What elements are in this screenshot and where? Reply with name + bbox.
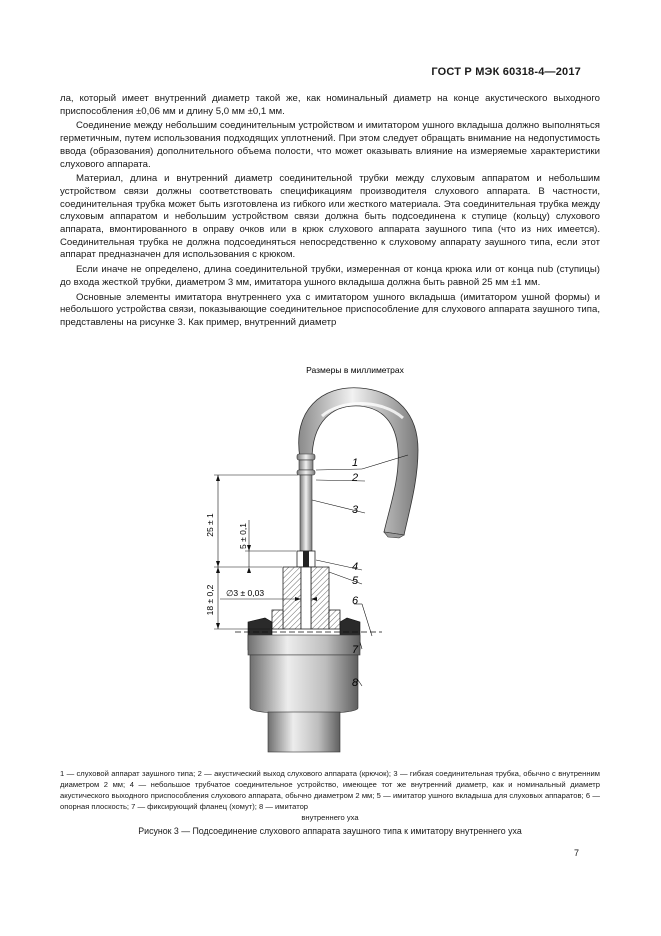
callout-labels [351, 457, 359, 689]
dim-insert-height: 18 ± 0,2 [205, 584, 215, 616]
callout-3: 3 [352, 504, 359, 516]
paragraph: Основные элементы имитатора внутреннего уха с имитатором ушного вкладыша (имитатором ушной формы) и небольшого устройства связи, показывающие соединительное приспособление для слухового аппарата заушного типа, представлены на рисунке 3. Как пример, внутренний диаметр [60, 291, 600, 328]
figure-legend [60, 768, 600, 823]
callout-4: 4 [352, 561, 359, 573]
callout-5: 5 [352, 575, 359, 587]
figure-title: Рисунок 3 — Подсоединение слухового аппарата заушного типа к имитатору внутреннего уха [138, 826, 522, 836]
dim-bore-diameter: ∅3 ± 0,03 [226, 588, 265, 598]
figure-3 [60, 360, 600, 760]
flexible-tube [300, 475, 312, 551]
hearing-aid-hook [299, 388, 418, 538]
hook-nub [297, 454, 315, 475]
callout-1: 1 [352, 457, 359, 469]
callout-6: 6 [352, 595, 359, 607]
paragraph: Материал, длина и внутренний диаметр соединительной трубки между слуховым аппаратом и небольшим устройством связи должны соответствовать спецификациям производителя слухового аппарата. В частности, соединительная трубка может быть изготовлена из гибкого или жесткого материала. Эта соединительная трубка между слуховым аппаратом и небольшим устройством связи должна быть подсоединена к ступице (кольцу) слухового аппарата, вмонтированного в оправу очков или в крюк слухового аппарата заушного типа (что из них имеется). Соединительная трубка не должна подсоединяться непосредственно к слуховому аппарату заушного типа, если этот аппарат предназначен для использования с крюком. [60, 173, 600, 261]
callout-7: 7 [352, 644, 359, 656]
page-header: ГОСТ Р МЭК 60318-4—2017 [431, 66, 581, 78]
body-text [60, 93, 600, 332]
units-note: Размеры в миллиметрах [306, 365, 404, 375]
dim-nub-length: 5 ± 0,1 [238, 523, 248, 549]
page-number: 7 [573, 848, 579, 858]
callout-8: 8 [352, 677, 359, 689]
legend-text: 1 — слуховой аппарат заушного типа; 2 — акустический выход слухового аппарата (крючок); 3 — гибкая соединительная трубка, обычно с внутренним диаметром 2 мм; 4 — небольшое трубчатое соединительное устройство, имеющее тот же внутренний диаметр, как и номинальный диаметр акустического выходного приспособления слухового аппарата, обычно диаметром 2 мм; 5 — имитатор ушного вкладыша для слуховых аппаратов; 6 — опорная плоскость; 7 — фиксирующий фланец (хомут); 8 — имитатор [60, 769, 600, 811]
paragraph: ла, который имеет внутренний диаметр такой же, как номинальный диаметр на конце акустического выходного приспособления ±0,06 мм и длину 5,0 мм ±0,1 мм. [60, 93, 600, 117]
ear-simulator-body [250, 655, 358, 752]
paragraph: Если иначе не определено, длина соединительной трубки, измеренная от конца крюка или от конца nub (ступицы) до входа жесткой трубки, диаметром 3 мм, имитатора ушного вкладыша должна быть равной 25 мм ±1 мм. [60, 264, 600, 288]
ear-mould-simulator [272, 567, 340, 629]
legend-text-continued: внутреннего уха [301, 813, 359, 822]
paragraph: Соединение между небольшим соединительным устройством и имитатором ушного вкладыша должно выполняться герметичным, путем использования подходящих уплотнений. При этом следует обращать внимание на недопустимость ввода (образования) дополнительного объема полости, что может оказывать влияние на измеряемые характеристики слухового аппарата. [60, 120, 600, 170]
dim-tube-length: 25 ± 1 [205, 513, 215, 537]
coupling-bore [303, 551, 309, 567]
figure-drawing [60, 360, 600, 760]
callout-2: 2 [352, 472, 359, 484]
